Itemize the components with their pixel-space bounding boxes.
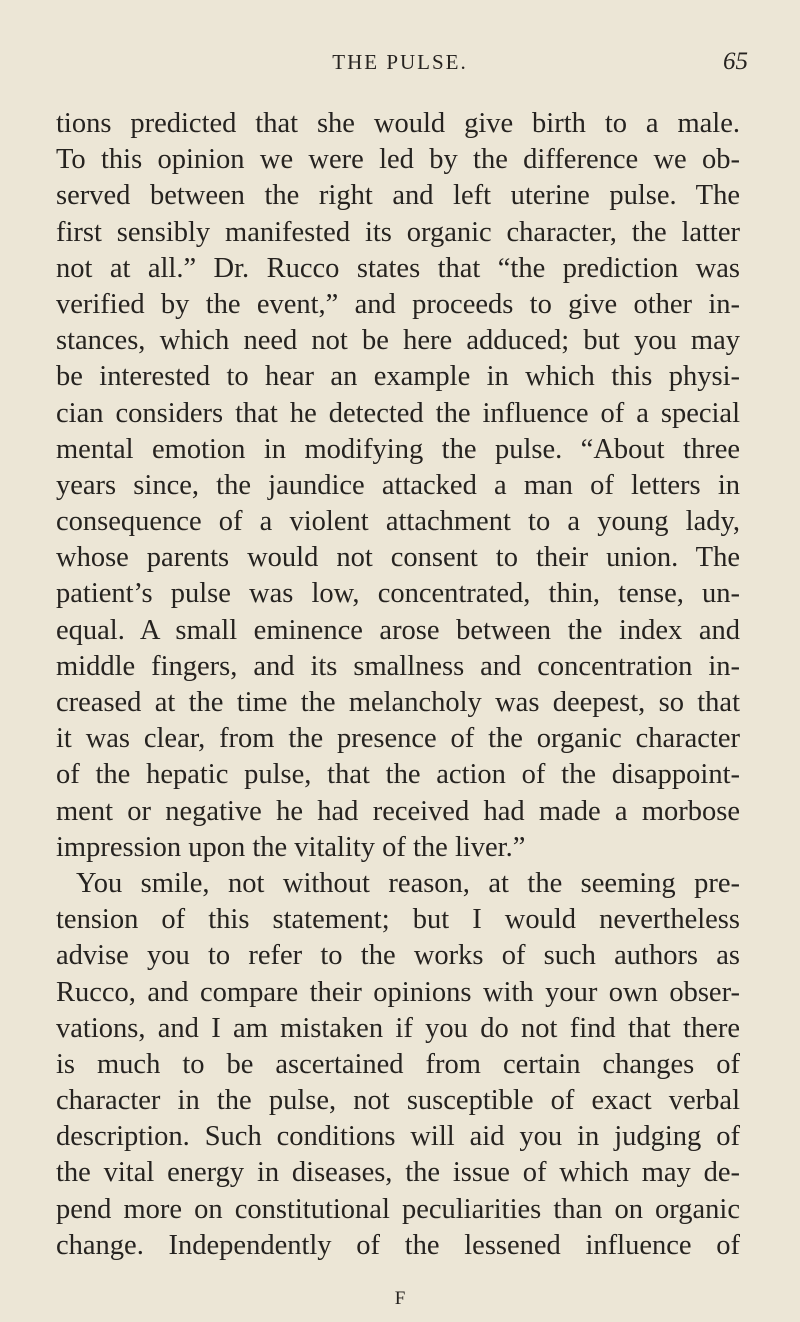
text-line: cian considers that he detected the influence of a special — [56, 397, 740, 429]
text-line: the vital energy in diseases, the issue of which may de- — [56, 1157, 740, 1189]
text-line: patient’s pulse was low, concentrated, thin, tense, un- — [56, 578, 740, 610]
text-line: whose parents would not consent to their union. The — [56, 542, 740, 574]
text-line: pend more on constitutional peculiarities than on organic — [56, 1193, 740, 1225]
text-line: tions predicted that she would give birth to a male. — [56, 108, 740, 139]
text-line: stances, which need not be here adduced; but you may — [56, 325, 740, 357]
text-line: of the hepatic pulse, that the action of the disappoint- — [56, 759, 740, 791]
text-line: first sensibly manifested its organic character, the latter — [56, 216, 740, 248]
text-line: character in the pulse, not susceptible of exact verbal — [56, 1085, 740, 1117]
text-line: is much to be ascertained from certain changes of — [56, 1048, 740, 1080]
text-line: vations, and I am mistaken if you do not find that there — [56, 1012, 740, 1044]
text-line: change. Independently of the lessened influence of — [56, 1229, 740, 1261]
text-line: not at all.” Dr. Rucco states that “the prediction was — [56, 252, 740, 284]
text-line-paragraph-start: You smile, not without reason, at the seeming pre- — [76, 867, 740, 899]
text-line: be interested to hear an example in which this physi- — [56, 361, 740, 393]
text-line: tension of this statement; but I would nevertheless — [56, 904, 740, 936]
text-line: equal. A small eminence arose between the index and — [56, 614, 740, 646]
text-line-paragraph-end: impression upon the vitality of the liver.” — [56, 831, 526, 863]
running-title: THE PULSE. — [332, 50, 468, 74]
text-line: mental emotion in modifying the pulse. “About three — [56, 433, 740, 465]
body-text — [56, 106, 740, 1264]
text-line: advise you to refer to the works of such authors as — [56, 940, 740, 972]
text-line: consequence of a violent attachment to a young lady, — [56, 506, 740, 538]
signature-mark: F — [394, 1288, 406, 1309]
running-head — [0, 50, 800, 80]
page-number: 65 — [723, 48, 748, 75]
text-line: middle fingers, and its smallness and concentration in- — [56, 650, 740, 682]
text-line: description. Such conditions will aid you in judging of — [56, 1121, 740, 1153]
text-line: verified by the event,” and proceeds to give other in- — [56, 288, 740, 320]
text-line: creased at the time the melancholy was deepest, so that — [56, 687, 740, 718]
text-line: served between the right and left uterine pulse. The — [56, 180, 740, 212]
text-line: To this opinion we were led by the difference we ob- — [56, 144, 740, 176]
text-line: Rucco, and compare their opinions with your own obser- — [56, 976, 740, 1008]
text-line: ment or negative he had received had made a morbose — [56, 795, 740, 827]
text-line: it was clear, from the presence of the organic character — [56, 723, 740, 755]
text-line: years since, the jaundice attacked a man of letters in — [56, 469, 740, 501]
